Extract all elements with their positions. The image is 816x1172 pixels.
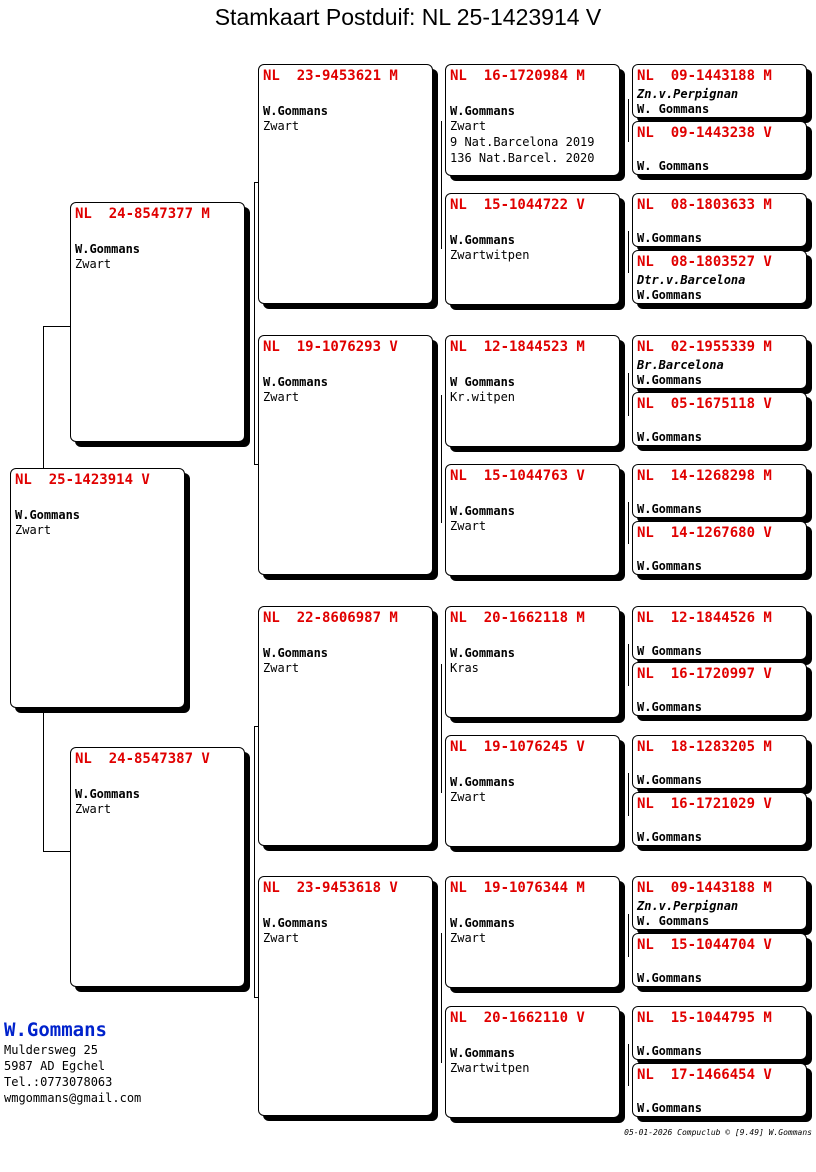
ring-number: NL 16-1721029 V — [637, 796, 772, 812]
owner-name: W Gommans — [450, 375, 516, 389]
owner-name: W.Gommans — [450, 1046, 516, 1060]
color-label: Zwart — [75, 257, 112, 271]
owner-name: W Gommans — [637, 644, 703, 658]
connector-line — [43, 326, 44, 468]
owner-name: W.Gommans — [637, 288, 703, 302]
pedigree-card-father — [70, 202, 245, 442]
pedigree-card-ancestor — [632, 464, 807, 518]
ring-number: NL 19-1076344 M — [450, 880, 585, 896]
ring-number: NL 08-1803633 M — [637, 197, 772, 213]
pedigree-card-great-grandparent — [445, 464, 620, 576]
owner-name: W.Gommans — [637, 1044, 703, 1058]
owner-name: W.Gommans — [450, 775, 516, 789]
pedigree-card-grandparent — [258, 335, 433, 575]
ring-number: NL 15-1044722 V — [450, 197, 585, 213]
color-label: Zwart — [450, 119, 487, 133]
ring-number: NL 20-1662110 V — [450, 1010, 585, 1026]
color-label: Zwart — [15, 523, 52, 537]
connector-line — [441, 395, 442, 523]
connector-line — [628, 99, 629, 142]
ring-number: NL 23-9453618 V — [263, 880, 398, 896]
pedigree-card-ancestor — [632, 876, 807, 930]
color-label: Zwartwitpen — [450, 248, 530, 262]
ring-number: NL 12-1844523 M — [450, 339, 585, 355]
owner-name: W.Gommans — [637, 971, 703, 985]
ring-number: NL 09-1443188 M — [637, 880, 772, 896]
breeder-name: W.Gommans — [4, 1019, 107, 1041]
color-label: Zwart — [263, 119, 300, 133]
owner-name: W.Gommans — [637, 700, 703, 714]
owner-name: W.Gommans — [637, 773, 703, 787]
pedigree-card-grandparent — [258, 64, 433, 304]
owner-name: W.Gommans — [450, 646, 516, 660]
pedigree-card-mother — [70, 747, 245, 987]
ring-number: NL 08-1803527 V — [637, 254, 772, 270]
pedigree-card-great-grandparent — [445, 735, 620, 847]
ring-number: NL 20-1662118 M — [450, 610, 585, 626]
pedigree-card-grandparent — [258, 606, 433, 846]
ring-number: NL 09-1443188 M — [637, 68, 772, 84]
ring-number: NL 24-8547387 V — [75, 751, 210, 767]
pedigree-card-ancestor — [632, 521, 807, 575]
connector-line — [628, 1044, 629, 1086]
owner-name: W.Gommans — [450, 916, 516, 930]
ring-number: NL 15-1044704 V — [637, 937, 772, 953]
pedigree-card-ancestor — [632, 64, 807, 118]
color-label: Kr.witpen — [450, 390, 516, 404]
owner-name: W.Gommans — [263, 646, 329, 660]
connector-line — [628, 773, 629, 816]
pedigree-card-subject — [10, 468, 185, 708]
color-label: Zwart — [263, 661, 300, 675]
owner-name: W. Gommans — [637, 159, 710, 173]
pedigree-card-ancestor — [632, 735, 807, 789]
owner-name: W.Gommans — [75, 242, 141, 256]
pedigree-card-ancestor — [632, 606, 807, 660]
ring-number: NL 22-8606987 M — [263, 610, 398, 626]
pedigree-note: Zn.v.Perpignan — [637, 87, 739, 101]
owner-name: W.Gommans — [263, 916, 329, 930]
pedigree-note: Br.Barcelona — [637, 358, 724, 372]
owner-name: W. Gommans — [637, 914, 710, 928]
ring-number: NL 19-1076293 V — [263, 339, 398, 355]
owner-name: W.Gommans — [637, 373, 703, 387]
ring-number: NL 16-1720997 V — [637, 666, 772, 682]
owner-name: W.Gommans — [637, 1101, 703, 1115]
pedigree-card-great-grandparent — [445, 335, 620, 447]
page-title: Stamkaart Postduif: NL 25-1423914 V — [214, 4, 602, 30]
connector-line — [441, 664, 442, 793]
owner-name: W.Gommans — [637, 231, 703, 245]
pedigree-card-grandparent — [258, 876, 433, 1116]
owner-name: W.Gommans — [637, 559, 703, 573]
connector-line — [254, 182, 255, 464]
ring-number: NL 16-1720984 M — [450, 68, 585, 84]
breeder-address — [4, 1018, 141, 1106]
pedigree-card-ancestor — [632, 1063, 807, 1117]
connector-line — [441, 121, 442, 249]
owner-name: W.Gommans — [637, 502, 703, 516]
breeder-city: 5987 AD Egchel — [4, 1059, 106, 1073]
pedigree-note: Dtr.v.Barcelona — [637, 273, 746, 287]
ring-number: NL 15-1044763 V — [450, 468, 585, 484]
ring-number: NL 05-1675118 V — [637, 396, 772, 412]
owner-name: W.Gommans — [75, 787, 141, 801]
ring-number: NL 15-1044795 M — [637, 1010, 772, 1026]
owner-name: W.Gommans — [15, 508, 81, 522]
pedigree-card-ancestor — [632, 662, 807, 716]
color-label: Zwart — [263, 931, 300, 945]
ring-number: NL 24-8547377 M — [75, 206, 210, 222]
race-result: 136 Nat.Barcel. 2020 — [450, 151, 595, 165]
connector-line — [441, 933, 442, 1063]
pedigree-note: Zn.v.Perpignan — [637, 899, 739, 913]
pedigree-card-ancestor — [632, 1006, 807, 1060]
owner-name: W.Gommans — [637, 430, 703, 444]
breeder-street: Muldersweg 25 — [4, 1043, 98, 1057]
connector-line — [628, 502, 629, 544]
ring-number: NL 23-9453621 M — [263, 68, 398, 84]
pedigree-card-ancestor — [632, 335, 807, 389]
breeder-email: wmgommans@gmail.com — [4, 1091, 142, 1105]
owner-name: W.Gommans — [450, 104, 516, 118]
ring-number: NL 14-1268298 M — [637, 468, 772, 484]
pedigree-card-great-grandparent — [445, 64, 620, 176]
owner-name: W.Gommans — [637, 830, 703, 844]
color-label: Zwart — [263, 390, 300, 404]
ring-number: NL 14-1267680 V — [637, 525, 772, 541]
owner-name: W.Gommans — [450, 233, 516, 247]
color-label: Zwart — [450, 519, 487, 533]
pedigree-card-ancestor — [632, 250, 807, 304]
connector-line — [254, 726, 255, 997]
race-result: 9 Nat.Barcelona 2019 — [450, 135, 595, 149]
connector-line — [628, 231, 629, 273]
pedigree-card-great-grandparent — [445, 876, 620, 988]
pedigree-card-great-grandparent — [445, 1006, 620, 1118]
owner-name: W.Gommans — [263, 375, 329, 389]
pedigree-card-ancestor — [632, 121, 807, 175]
color-label: Kras — [450, 661, 479, 675]
pedigree-card-ancestor — [632, 933, 807, 987]
pedigree-card-ancestor — [632, 193, 807, 247]
breeder-phone: Tel.:0773078063 — [4, 1075, 113, 1089]
connector-line — [628, 644, 629, 686]
ring-number: NL 19-1076245 V — [450, 739, 585, 755]
pedigree-card-ancestor — [632, 392, 807, 446]
ring-number: NL 12-1844526 M — [637, 610, 772, 626]
connector-line — [628, 373, 629, 416]
footer-credits: 05-01-2026 Compuclub © [9.49] W.Gommans — [624, 1128, 812, 1137]
owner-name: W.Gommans — [263, 104, 329, 118]
color-label: Zwart — [75, 802, 112, 816]
connector-line — [43, 851, 70, 852]
color-label: Zwartwitpen — [450, 1061, 530, 1075]
ring-number: NL 25-1423914 V — [15, 472, 150, 488]
pedigree-card-great-grandparent — [445, 193, 620, 305]
pedigree-card-great-grandparent — [445, 606, 620, 718]
pedigree-card-ancestor — [632, 792, 807, 846]
color-label: Zwart — [450, 790, 487, 804]
connector-line — [43, 326, 70, 327]
owner-name: W. Gommans — [637, 102, 710, 116]
ring-number: NL 02-1955339 M — [637, 339, 772, 355]
connector-line — [43, 713, 44, 851]
color-label: Zwart — [450, 931, 487, 945]
owner-name: W.Gommans — [450, 504, 516, 518]
ring-number: NL 17-1466454 V — [637, 1067, 772, 1083]
connector-line — [628, 914, 629, 957]
ring-number: NL 09-1443238 V — [637, 125, 772, 141]
ring-number: NL 18-1283205 M — [637, 739, 772, 755]
